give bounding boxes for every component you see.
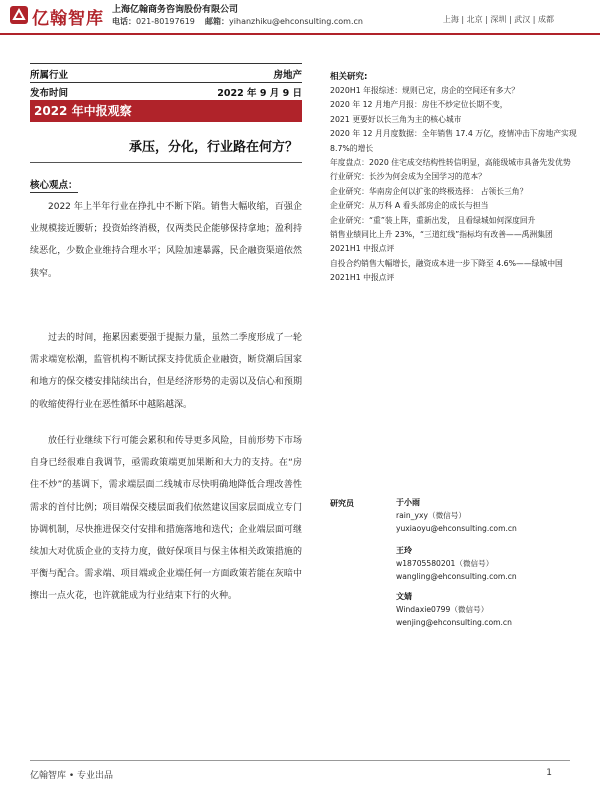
researcher-card xyxy=(396,496,586,535)
meta-top-rule xyxy=(30,63,302,64)
report-banner: 2022 年中报观察 xyxy=(30,100,302,122)
brand-name: 亿翰智库 xyxy=(32,9,104,29)
related-item[interactable]: 年度盘点：2020 住宅成交结构性转信明显，高能级城市具备先发优势 xyxy=(330,158,571,168)
mail-value[interactable]: yihanzhiku@ehconsulting.com.cn xyxy=(229,17,363,26)
related-item[interactable]: 2020 年 12 月地产月报：房住不炒定位长期不变， xyxy=(330,100,508,110)
industry-label: 所属行业 xyxy=(30,70,69,81)
researcher-card xyxy=(396,590,586,629)
office-cities: 上海 | 北京 | 深圳 | 武汉 | 成都 xyxy=(442,15,554,24)
footer-divider xyxy=(30,760,570,761)
footer-brand: 亿翰智库 • 专业出品 xyxy=(30,771,114,781)
related-research-list xyxy=(330,84,580,286)
paragraph-1: 2022 年上半年行业在挣扎中不断下陷。销售大幅收缩，百强企业规模接近腰斩；投资始终消极，仅两类民企能够保持拿地；盈利持续恶化，少数企业维持合理水平；风险加速暴露，民企融资渠道依然狭窄。 xyxy=(30,202,302,279)
researcher-wechat: w18705580201（微信号） xyxy=(396,559,494,568)
researcher-card xyxy=(396,544,586,583)
related-item[interactable]: 企业研究：华南房企何以扩张的终极选择： 占领长三角？ xyxy=(330,186,528,196)
related-item[interactable]: 销售业绩同比上升 23%，“三道红线”指标均有改善——禹洲集团 2021H1 中报点评 xyxy=(330,230,553,254)
tel-value: 021-80197619 xyxy=(136,17,195,26)
contact-line xyxy=(112,16,363,27)
date-value: 2022 年 9 月 9 日 xyxy=(217,88,302,99)
related-item[interactable]: 2021 更要好以长三角为主的核心城市 xyxy=(330,114,462,124)
researcher-name: 王玲 xyxy=(396,546,412,555)
researcher-name: 于小雨 xyxy=(396,498,420,507)
report-title: 承压，分化，行业路在何方？ xyxy=(128,140,298,155)
brand-logo-icon xyxy=(10,6,28,24)
researcher-email[interactable]: wenjing@ehconsulting.com.cn xyxy=(396,618,512,627)
page-number: 1 xyxy=(546,768,552,778)
related-item[interactable]: 自投合约销售大幅增长，融资成本进一步下降至 4.6%——绿城中国 2021H1 中报点评 xyxy=(330,258,563,283)
paragraph-2: 过去的时间，拖累因素要强于提振力量，虽然二季度形成了一轮需求端宽松潮，监管机构不断试探支持优质企业融资，断贷潮后国家和地方的保交楼安排陆续出台，但是经济形势的走弱以及信心和预期的收缩使得行业在恶性循环中越陷越深。 xyxy=(30,333,302,410)
meta-industry-row xyxy=(30,67,302,81)
meta-date-row xyxy=(30,85,302,99)
researcher-label: 研究员 xyxy=(330,499,354,508)
core-view-heading: 核心观点： xyxy=(30,177,78,193)
title-rule xyxy=(30,162,302,163)
related-item[interactable]: 行业研究：长沙为何会成为全国学习的范本？ xyxy=(330,172,486,182)
related-research-heading: 相关研究: xyxy=(330,72,368,82)
mail-label: 邮箱： xyxy=(205,17,230,26)
related-item[interactable]: 2020 年 12 月月度数据：全年销售 17.4 万亿，疫情冲击下房地产实现 8.7%的增长 xyxy=(330,129,577,153)
date-label: 发布时间 xyxy=(30,88,69,99)
related-item[interactable]: 企业研究：“重”装上阵，重新出发， 且看绿城如何深度回升 xyxy=(330,215,536,225)
meta-mid-rule xyxy=(30,82,302,83)
related-item[interactable]: 2020H1 年报综述：规则已定，房企的空间还有多大？ xyxy=(330,86,520,95)
paragraph-3: 放任行业继续下行可能会累积和传导更多风险，目前形势下市场自身已经很难自我调节，亟需政策端更加果断和大力的支持。在“房住不炒”的基调下，需求端层面二线城市尽快明确地降低合理改善性需求的首付比例；项目端保交楼层面我们依然建议国家层面成立专门协调机制，尽快推进保交付安排和措施落地和迭代；企业端层面可继续加大对优质企业的支持力度，做好保项目与保主体相关政策措施的平衡与配合。需求端、项目端或企业端任何一方面政策若能在灰暗中擦出一点火花，也许就能成为行业结束下行的火种。 xyxy=(30,436,302,602)
researcher-email[interactable]: yuxiaoyu@ehconsulting.com.cn xyxy=(396,524,517,533)
tel-label: 电话： xyxy=(112,17,136,26)
header-divider xyxy=(0,33,600,35)
industry-value: 房地产 xyxy=(273,70,302,81)
researcher-name: 文婧 xyxy=(396,592,412,601)
researcher-wechat: Windaxie0799（微信号） xyxy=(396,605,489,614)
researcher-email[interactable]: wangling@ehconsulting.com.cn xyxy=(396,572,517,581)
related-item[interactable]: 企业研究：从万科 A 看头部房企的成长与担当 xyxy=(330,201,489,211)
researcher-wechat: rain_yxy（微信号） xyxy=(396,511,466,520)
company-name: 上海亿翰商务咨询股份有限公司 xyxy=(112,5,239,15)
